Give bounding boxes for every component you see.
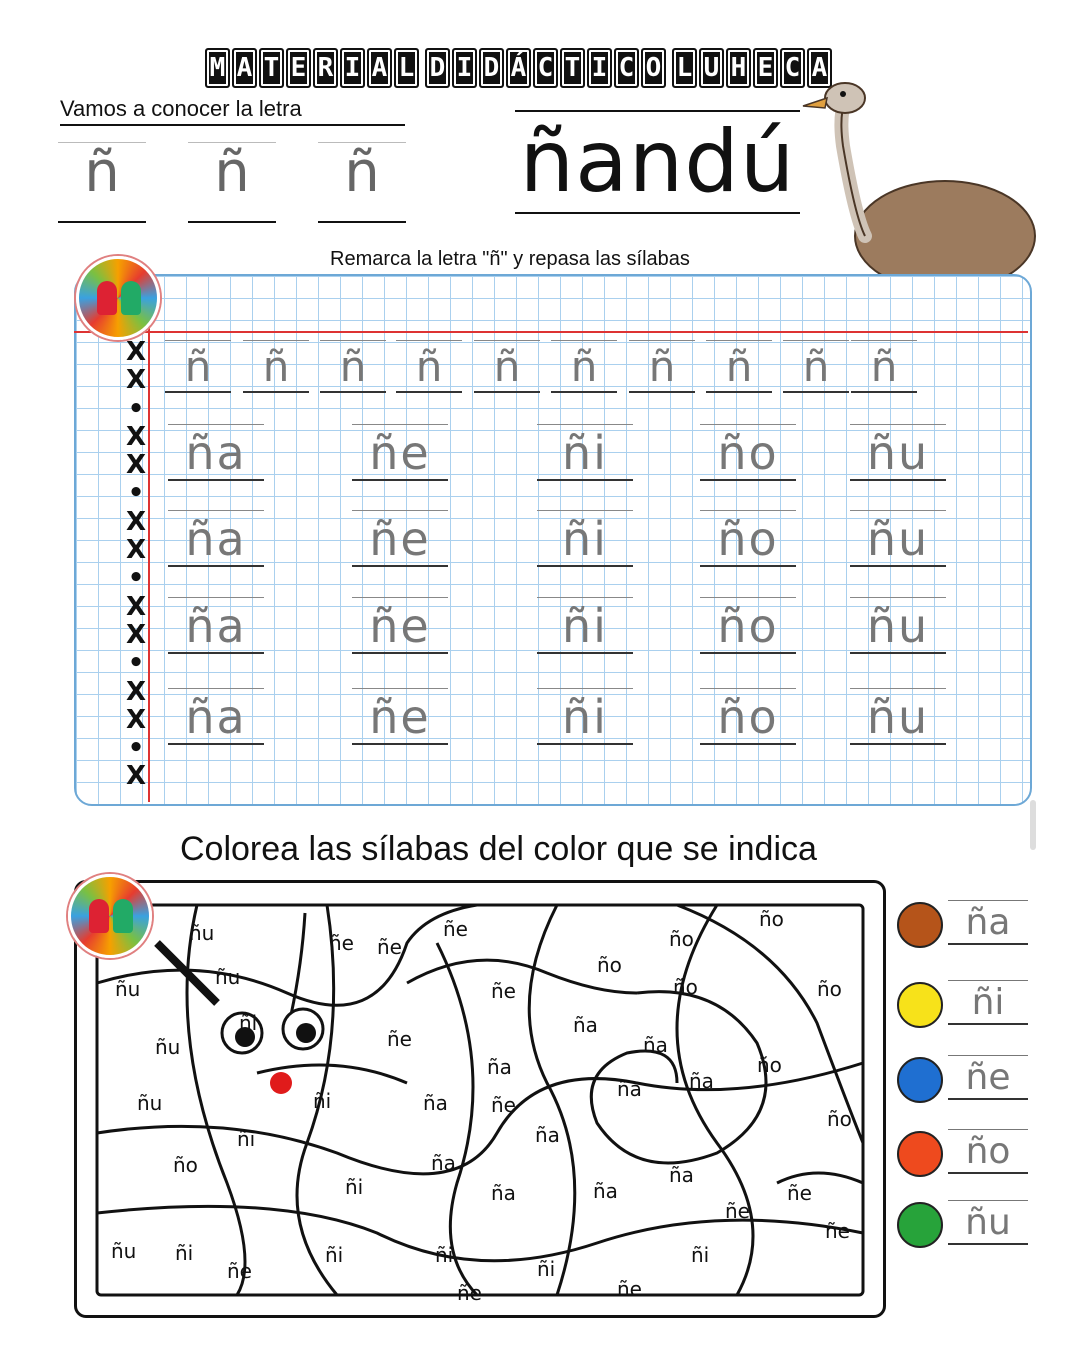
- kids-badge-icon: [76, 256, 160, 340]
- syllable-label[interactable]: ña: [573, 1013, 598, 1037]
- syllable-label[interactable]: ñi: [325, 1243, 344, 1267]
- syllable-label[interactable]: ñi: [435, 1243, 454, 1267]
- trace-letter-cell: ñ: [851, 340, 917, 393]
- trace-letter-cell: ñ: [474, 340, 540, 393]
- title-letter: I: [587, 48, 612, 88]
- syllable-label[interactable]: ña: [487, 1055, 512, 1079]
- trace-syllable-cell: ñu: [850, 688, 946, 745]
- trace-letter-3: ñ: [318, 142, 406, 223]
- trace-letter-1: ñ: [58, 142, 146, 223]
- syllable-label[interactable]: ña: [535, 1123, 560, 1147]
- syllable-label[interactable]: ño: [759, 907, 784, 931]
- trace-letter-cell: ñ: [320, 340, 386, 393]
- x-mark: •: [127, 648, 145, 679]
- trace-syllable-cell: ña: [168, 424, 264, 481]
- syllable-label[interactable]: ño: [173, 1153, 198, 1177]
- x-mark: X: [125, 591, 147, 622]
- x-mark: X: [125, 450, 147, 481]
- x-mark: X: [125, 506, 147, 537]
- trace-letter-cell: ñ: [551, 340, 617, 393]
- x-mark: X: [125, 676, 147, 707]
- trace-syllable-cell: ñi: [537, 597, 633, 654]
- title-letter: I: [340, 48, 365, 88]
- syllable-label[interactable]: ña: [617, 1077, 642, 1101]
- syllable-label[interactable]: ñu: [215, 965, 241, 989]
- x-mark: •: [127, 393, 145, 424]
- trace-letter-cell: ñ: [165, 340, 231, 393]
- x-mark: X: [125, 421, 147, 452]
- coloring-picture: [74, 880, 886, 1318]
- syllable-label[interactable]: ñe: [725, 1199, 750, 1223]
- syllable-label[interactable]: ño: [827, 1107, 852, 1131]
- title-letter: L: [672, 48, 697, 88]
- x-mark: X: [125, 365, 147, 396]
- trace-syllable-cell: ñi: [537, 510, 633, 567]
- title-letter: I: [452, 48, 477, 88]
- page-title: [205, 48, 832, 88]
- trace-syllable-cell: ñe: [352, 424, 448, 481]
- trace-syllable-cell: ñu: [850, 424, 946, 481]
- trace-syllable-cell: ño: [700, 597, 796, 654]
- x-mark: •: [127, 563, 145, 594]
- title-letter: E: [753, 48, 778, 88]
- syllable-label[interactable]: ña: [593, 1179, 618, 1203]
- syllable-label[interactable]: ñe: [491, 979, 516, 1003]
- title-letter: R: [313, 48, 338, 88]
- trace-syllable-cell: ñu: [850, 510, 946, 567]
- syllable-label[interactable]: ñe: [227, 1259, 252, 1283]
- title-letter: D: [425, 48, 450, 88]
- title-letter: C: [614, 48, 639, 88]
- color-swatch[interactable]: [897, 1131, 943, 1177]
- syllable-label[interactable]: ñe: [787, 1181, 812, 1205]
- trace-syllable-cell: ñe: [352, 597, 448, 654]
- scrollbar[interactable]: [1030, 800, 1036, 850]
- title-letter: C: [780, 48, 805, 88]
- syllable-label[interactable]: ño: [597, 953, 622, 977]
- syllable-label[interactable]: ñu: [155, 1035, 181, 1059]
- title-letter: L: [394, 48, 419, 88]
- title-word: [205, 48, 419, 88]
- syllable-label[interactable]: ñe: [329, 931, 354, 955]
- instruction: Remarca la letra "ñ" y repasa las sílabas: [330, 248, 690, 270]
- color-swatch[interactable]: [897, 1202, 943, 1248]
- title-letter: A: [367, 48, 392, 88]
- trace-syllable-cell: ño: [700, 688, 796, 745]
- trace-syllable-cell: ñe: [352, 688, 448, 745]
- title-letter: T: [259, 48, 284, 88]
- key-syllable: ña: [948, 900, 1028, 945]
- trace-syllable-cell: ña: [168, 510, 264, 567]
- syllable-label[interactable]: ño: [817, 977, 842, 1001]
- syllable-label[interactable]: ñe: [457, 1281, 482, 1305]
- coloring-heading: Colorea las sílabas del color que se indica: [180, 830, 817, 868]
- trace-syllable-cell: ña: [168, 597, 264, 654]
- syllable-label[interactable]: ñe: [491, 1093, 516, 1117]
- syllable-label[interactable]: ñe: [617, 1277, 642, 1301]
- syllable-label[interactable]: ño: [673, 975, 698, 999]
- snail-drawing: [77, 883, 883, 1315]
- color-swatch[interactable]: [897, 902, 943, 948]
- title-word: [425, 48, 666, 88]
- trace-letter-cell: ñ: [243, 340, 309, 393]
- trace-syllable-cell: ñi: [537, 688, 633, 745]
- title-letter: T: [560, 48, 585, 88]
- grid-margin-horizontal: [74, 331, 1028, 333]
- trace-syllable-cell: ñu: [850, 597, 946, 654]
- syllable-label[interactable]: ñu: [137, 1091, 163, 1115]
- syllable-label[interactable]: ña: [669, 1163, 694, 1187]
- syllable-label[interactable]: ña: [423, 1091, 448, 1115]
- trace-letter-cell: ñ: [706, 340, 772, 393]
- x-mark: X: [125, 619, 147, 650]
- trace-letter-2: ñ: [188, 142, 276, 223]
- subtitle: Vamos a conocer la letra: [60, 96, 405, 126]
- kids-badge-icon-2: [68, 874, 152, 958]
- title-letter: Á: [506, 48, 531, 88]
- x-mark: •: [127, 478, 145, 509]
- syllable-label[interactable]: ñe: [443, 917, 468, 941]
- x-margin-marks: [124, 338, 148, 791]
- trace-syllable-cell: ño: [700, 510, 796, 567]
- syllable-label[interactable]: ño: [669, 927, 694, 951]
- syllable-label[interactable]: ñe: [825, 1219, 850, 1243]
- syllable-label[interactable]: ñu: [115, 977, 141, 1001]
- syllable-label[interactable]: ñi: [237, 1127, 256, 1151]
- trace-letter-cell: ñ: [629, 340, 695, 393]
- color-swatch[interactable]: [897, 982, 943, 1028]
- syllable-label[interactable]: ñu: [189, 921, 215, 945]
- trace-letter-cell: ñ: [396, 340, 462, 393]
- syllable-label[interactable]: ña: [689, 1069, 714, 1093]
- color-swatch[interactable]: [897, 1057, 943, 1103]
- keyword: ñandú: [515, 110, 800, 214]
- x-mark: X: [125, 337, 147, 367]
- syllable-label[interactable]: ñi: [239, 1011, 258, 1035]
- title-letter: D: [479, 48, 504, 88]
- key-syllable: ñu: [948, 1200, 1028, 1245]
- title-letter: M: [205, 48, 230, 88]
- syllable-label[interactable]: ña: [491, 1181, 516, 1205]
- key-syllable: ño: [948, 1129, 1028, 1174]
- trace-syllable-cell: ño: [700, 424, 796, 481]
- syllable-label[interactable]: ña: [431, 1151, 456, 1175]
- syllable-label[interactable]: ñi: [691, 1243, 710, 1267]
- syllable-label[interactable]: ñe: [377, 935, 402, 959]
- key-syllable: ñi: [948, 980, 1028, 1025]
- title-letter: A: [232, 48, 257, 88]
- syllable-label[interactable]: ñu: [111, 1239, 137, 1263]
- x-mark: X: [125, 761, 147, 792]
- x-mark: X: [125, 704, 147, 735]
- trace-syllable-cell: ñe: [352, 510, 448, 567]
- syllable-label[interactable]: ñi: [345, 1175, 364, 1199]
- trace-syllable-cell: ñi: [537, 424, 633, 481]
- syllable-label[interactable]: ño: [757, 1053, 782, 1077]
- title-letter: E: [286, 48, 311, 88]
- x-mark: X: [125, 535, 147, 566]
- grid-margin-vertical: [148, 274, 150, 802]
- syllable-label[interactable]: ñi: [537, 1257, 556, 1281]
- trace-letter-cell: ñ: [783, 340, 849, 393]
- x-mark: •: [127, 733, 145, 764]
- syllable-label[interactable]: ñi: [175, 1241, 194, 1265]
- syllable-label[interactable]: ñi: [313, 1089, 332, 1113]
- title-letter: A: [807, 48, 832, 88]
- title-letter: H: [726, 48, 751, 88]
- title-letter: U: [699, 48, 724, 88]
- title-letter: O: [641, 48, 666, 88]
- syllable-label[interactable]: ña: [643, 1033, 668, 1057]
- syllable-label[interactable]: ñe: [387, 1027, 412, 1051]
- trace-syllable-cell: ña: [168, 688, 264, 745]
- title-letter: C: [533, 48, 558, 88]
- key-syllable: ñe: [948, 1055, 1028, 1100]
